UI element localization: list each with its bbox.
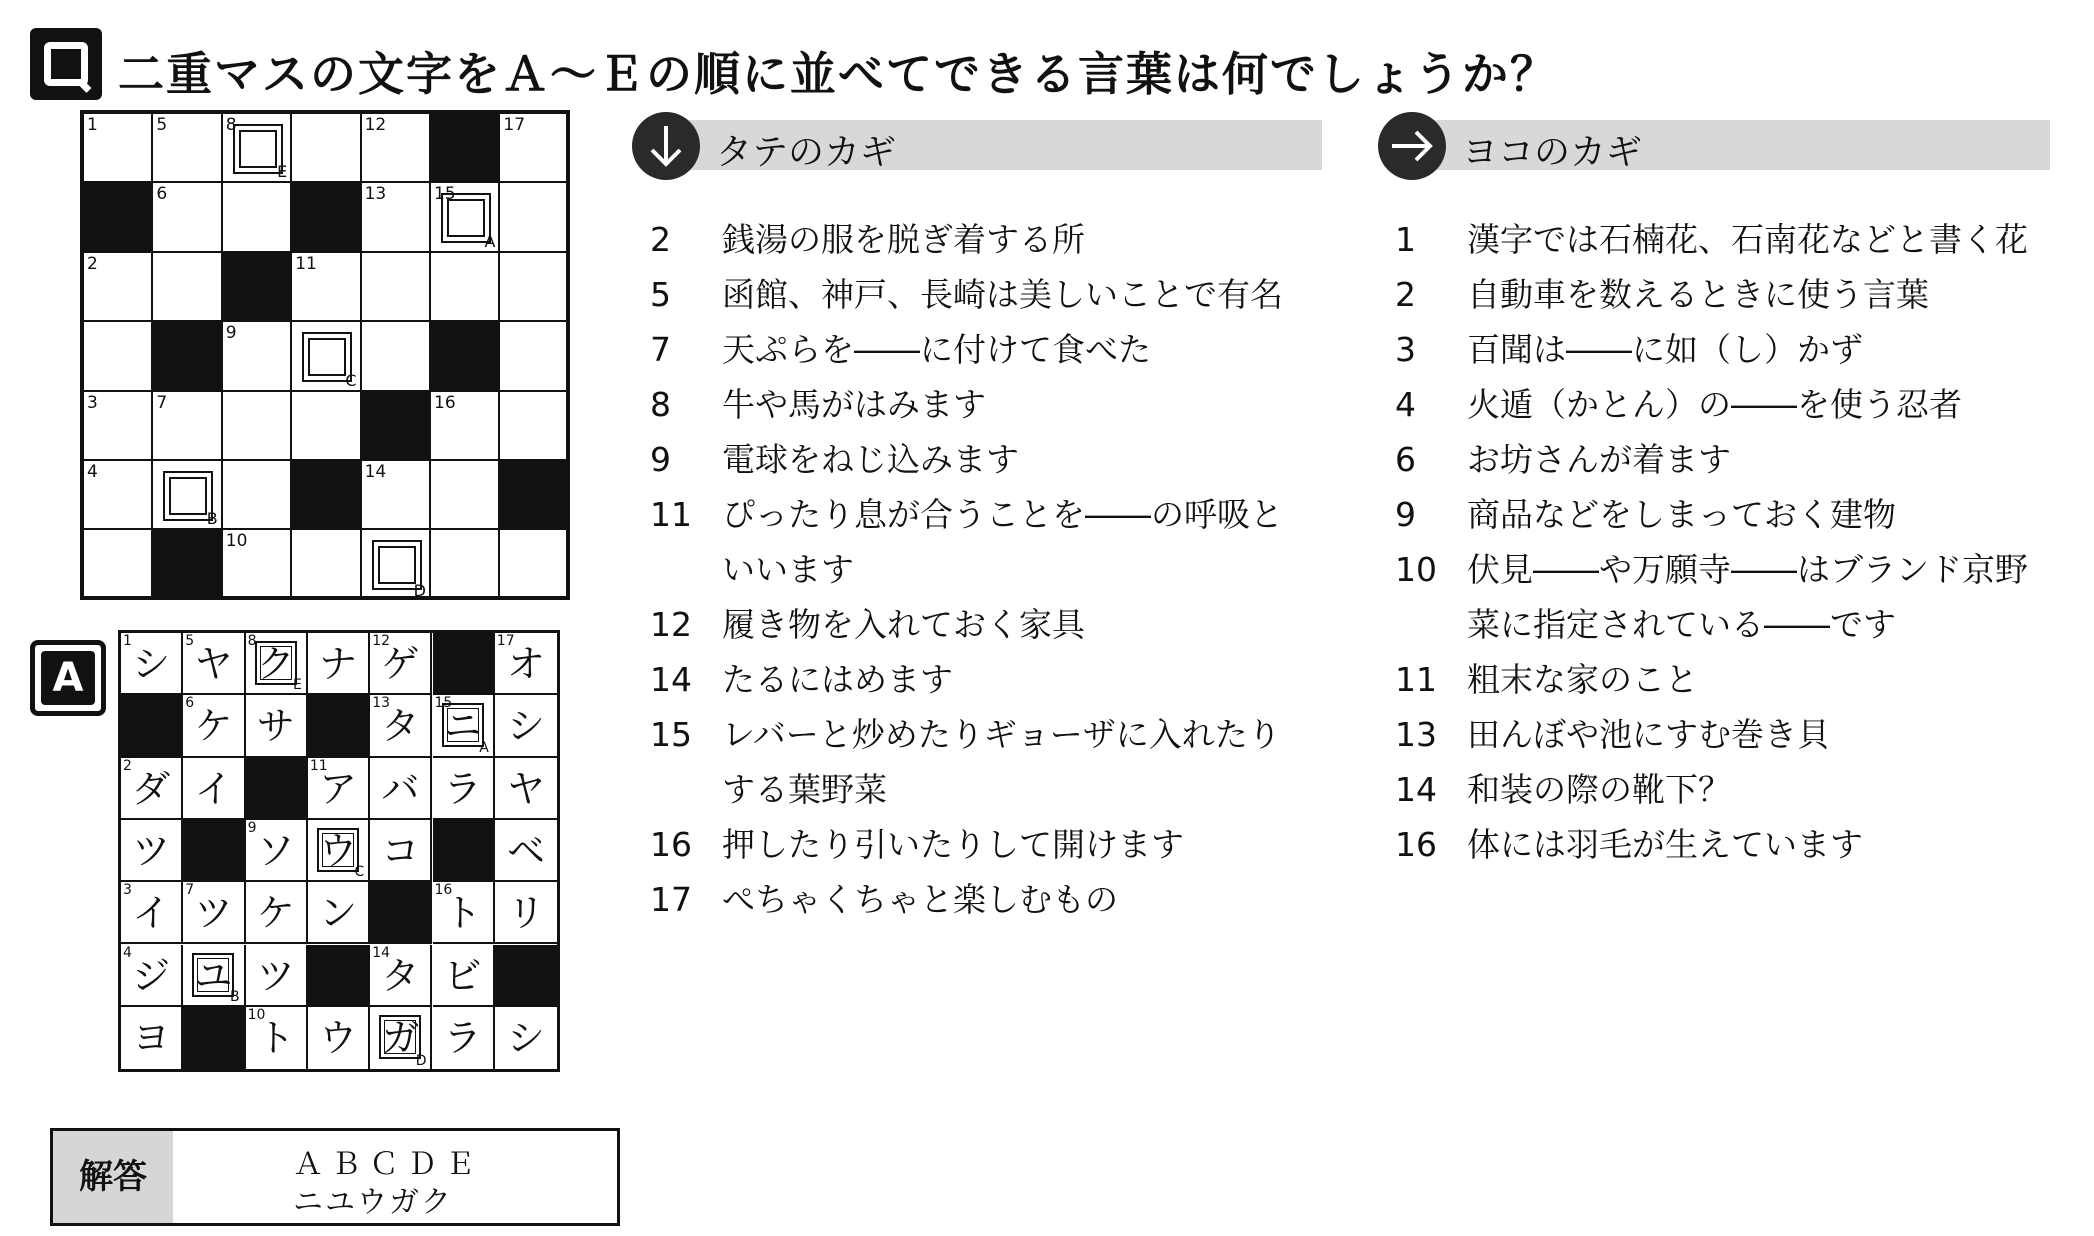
answer-kana: ツ — [194, 891, 233, 936]
grid-cell[interactable] — [362, 114, 431, 183]
answer-kana: ガ — [381, 1015, 420, 1060]
clue-item-text: 体には羽毛が生えています — [1467, 825, 1863, 864]
grid-cell[interactable] — [292, 322, 361, 391]
grid-cell[interactable] — [84, 530, 153, 599]
clue-number: 13 — [372, 695, 391, 712]
answer-kana: シ — [506, 704, 545, 749]
answer-kana: ニ — [443, 704, 482, 749]
grid-cell[interactable] — [500, 114, 569, 183]
clue-item-number: 12 — [650, 605, 692, 644]
answer-kana: イ — [194, 766, 233, 811]
grid-cell[interactable] — [431, 392, 500, 461]
grid-cell[interactable] — [431, 461, 500, 530]
clue-item — [650, 707, 1310, 817]
clue-item-number: 7 — [650, 330, 671, 369]
answer-kana: バ — [381, 766, 420, 811]
answer-badge — [30, 640, 106, 716]
grid-cell[interactable] — [223, 183, 292, 252]
clue-item-text: 漢字では石楠花、石南花などと書く花 — [1467, 220, 2028, 259]
grid-black-cell — [431, 114, 500, 183]
clue-number: 16 — [434, 882, 453, 899]
answer-cell — [308, 758, 370, 820]
double-box-letter: B — [229, 988, 240, 1005]
grid-cell[interactable] — [362, 530, 431, 599]
answer-kana: ゲ — [381, 642, 420, 686]
clue-item-number: 2 — [1395, 275, 1416, 314]
grid-cell[interactable] — [84, 461, 153, 530]
clue-item — [1395, 817, 2055, 872]
answer-black-cell — [121, 695, 183, 757]
answer-kana: イ — [132, 891, 171, 936]
answer-black-cell — [183, 1007, 245, 1069]
clue-item — [1395, 212, 2055, 267]
clue-number: 1 — [123, 633, 132, 649]
clue-item-text: ぺちゃくちゃと楽しむもの — [722, 880, 1118, 919]
answer-cell — [370, 820, 432, 882]
clue-item — [1395, 762, 2055, 817]
clue-number: 15 — [434, 695, 453, 712]
tate-header — [632, 112, 1322, 173]
clue-item — [650, 872, 1310, 927]
clue-item — [1395, 267, 2055, 322]
answer-cell — [246, 1007, 308, 1069]
answer-cell — [495, 882, 557, 944]
answer-kana: ビ — [443, 953, 482, 998]
clue-number: 3 — [123, 882, 132, 899]
grid-cell[interactable] — [153, 392, 222, 461]
grid-cell[interactable] — [223, 530, 292, 599]
clue-number: 10 — [225, 531, 248, 552]
grid-black-cell — [292, 183, 361, 252]
answer-kana: ン — [319, 891, 358, 936]
double-box-letter: A — [484, 231, 496, 251]
clue-item-number: 8 — [650, 385, 671, 424]
question-badge-glyph — [44, 42, 88, 86]
clue-item-text: 函館、神戸、長崎は美しいことで有名 — [722, 275, 1283, 314]
answer-cell — [121, 633, 183, 695]
clue-number: 8 — [225, 115, 237, 135]
double-box-letter: D — [413, 580, 426, 600]
answer-kana: ケ — [194, 704, 233, 749]
grid-cell[interactable] — [431, 183, 500, 252]
grid-cell[interactable] — [84, 322, 153, 391]
clue-number: 12 — [364, 115, 387, 135]
answer-cell — [370, 1007, 432, 1069]
clue-number: 9 — [247, 819, 257, 836]
tate-title: タテのカギ — [716, 132, 897, 173]
clue-item — [1395, 377, 2055, 432]
grid-cell[interactable] — [223, 114, 292, 183]
clue-item-number: 14 — [650, 660, 692, 699]
clue-item-number: 6 — [1395, 440, 1416, 479]
answer-cell — [183, 758, 245, 820]
answer-kana: ヤ — [506, 766, 545, 811]
clue-number: 15 — [434, 184, 456, 205]
clue-item-number: 16 — [1395, 825, 1437, 864]
answer-cell — [495, 820, 557, 882]
tate-clue-list — [650, 212, 1310, 927]
answer-grid — [118, 630, 560, 1072]
grid-cell[interactable] — [153, 183, 222, 252]
clue-item-text: 牛や馬がはみます — [722, 385, 986, 424]
answer-cell — [183, 882, 245, 944]
clue-item-text: 天ぷらを――に付けて食べた — [722, 330, 1151, 369]
grid-cell[interactable] — [84, 392, 153, 461]
clue-item — [1395, 707, 2055, 762]
double-box-letter: C — [354, 864, 365, 881]
grid-cell[interactable] — [153, 114, 222, 183]
double-box-letter: B — [206, 509, 218, 529]
grid-cell[interactable] — [431, 253, 500, 322]
answer-kana: ヨ — [132, 1015, 171, 1060]
clue-item-number: 2 — [650, 220, 671, 259]
grid-cell[interactable] — [362, 183, 431, 252]
clue-item — [650, 212, 1310, 267]
answer-cell — [433, 882, 495, 944]
grid-cell[interactable] — [223, 461, 292, 530]
clue-number: 11 — [309, 757, 328, 774]
answer-cell — [308, 1007, 370, 1069]
answer-cell — [433, 695, 495, 757]
grid-cell[interactable] — [362, 322, 431, 391]
grid-black-cell — [362, 392, 431, 461]
clue-item-text: 和装の際の靴下？ — [1467, 770, 1731, 809]
answer-black-cell — [246, 758, 308, 820]
grid-cell[interactable] — [84, 114, 153, 183]
answer-cell — [433, 758, 495, 820]
answer-black-cell — [370, 882, 432, 944]
double-box — [233, 124, 283, 174]
answer-kana: ト — [256, 1015, 295, 1060]
answer-cell — [246, 945, 308, 1007]
answer-kana: ト — [443, 891, 482, 936]
answer-kana: サ — [256, 704, 295, 749]
answer-cell — [495, 758, 557, 820]
answer-cell — [370, 695, 432, 757]
clue-item-number: 16 — [650, 825, 692, 864]
answer-kana: コ — [381, 828, 420, 873]
clue-number: 17 — [496, 633, 515, 649]
answer-black-cell — [433, 820, 495, 882]
grid-black-cell — [223, 253, 292, 322]
answer-badge-letter: A — [52, 655, 84, 701]
answer-cell — [183, 945, 245, 1007]
grid-cell[interactable] — [223, 392, 292, 461]
clue-item — [650, 267, 1310, 322]
grid-cell[interactable] — [500, 183, 569, 252]
clue-item-text: ぴったり息が合うことを――の呼吸といいます — [722, 495, 1283, 589]
yoko-header — [1378, 112, 2050, 173]
answer-cell — [308, 633, 370, 695]
clue-number: 9 — [225, 323, 237, 344]
answer-cell — [121, 820, 183, 882]
clue-item-text: お坊さんが着ます — [1467, 440, 1731, 479]
clue-item — [650, 817, 1310, 872]
answer-kana: ジ — [132, 953, 171, 998]
clue-item-number: 14 — [1395, 770, 1437, 809]
answer-box — [50, 1128, 620, 1226]
clue-number: 5 — [156, 115, 168, 135]
grid-cell[interactable] — [500, 322, 569, 391]
answer-cell — [246, 882, 308, 944]
answer-box-word: ニユウガク — [293, 1185, 453, 1220]
answer-black-cell — [308, 945, 370, 1007]
yoko-clue-list — [1395, 212, 2055, 872]
grid-cell[interactable] — [153, 461, 222, 530]
answer-cell — [433, 1007, 495, 1069]
answer-black-cell — [308, 695, 370, 757]
clue-number: 5 — [185, 633, 195, 649]
answer-kana: ナ — [319, 642, 358, 686]
clue-number: 10 — [247, 1006, 266, 1023]
clue-item-text: レバーと炒めたりギョーザに入れたりする葉野菜 — [722, 715, 1281, 809]
answer-kana: シ — [132, 642, 171, 686]
clue-item-text: 伏見――や万願寺――はブランド京野菜に指定されている――です — [1467, 550, 2028, 644]
grid-cell[interactable] — [292, 530, 361, 599]
answer-black-cell — [495, 945, 557, 1007]
clue-number: 7 — [185, 882, 195, 899]
answer-black-cell — [183, 820, 245, 882]
clue-item-text: 押したり引いたりして開けます — [722, 825, 1184, 864]
answer-cell — [183, 695, 245, 757]
clue-number: 4 — [123, 944, 132, 961]
clue-item-text: 履き物を入れておく家具 — [722, 605, 1085, 644]
clue-number: 14 — [372, 944, 391, 961]
down-arrow-icon — [632, 112, 700, 180]
answer-cell — [308, 820, 370, 882]
clue-item-number: 10 — [1395, 550, 1437, 589]
answer-kana: ア — [319, 766, 358, 811]
clue-item-number: 3 — [1395, 330, 1416, 369]
question-title: 二重マスの文字をＡ～Ｅの順に並べてできる言葉は何でしょうか？ — [118, 47, 1558, 101]
double-box-letter: E — [277, 162, 288, 182]
yoko-title: ヨコのカギ — [1462, 132, 1643, 173]
clue-number: 6 — [185, 695, 195, 712]
answer-kana: ウ — [319, 1015, 358, 1060]
double-box-letter: E — [293, 677, 302, 694]
answer-kana: ユ — [194, 953, 233, 998]
grid-cell[interactable] — [223, 322, 292, 391]
answer-box-letters: ＡＢＣＤＥ — [293, 1147, 483, 1182]
clue-item — [650, 432, 1310, 487]
answer-kana: ダ — [132, 766, 171, 811]
grid-cell[interactable] — [292, 114, 361, 183]
grid-black-cell — [84, 183, 153, 252]
clue-item-number: 9 — [650, 440, 671, 479]
grid-cell[interactable] — [292, 253, 361, 322]
answer-kana: ケ — [256, 891, 295, 936]
answer-kana: ラ — [443, 766, 482, 811]
grid-cell[interactable] — [84, 253, 153, 322]
grid-black-cell — [500, 461, 569, 530]
grid-cell[interactable] — [153, 253, 222, 322]
clue-item — [650, 652, 1310, 707]
clue-item-number: 9 — [1395, 495, 1416, 534]
answer-cell — [308, 882, 370, 944]
clue-item-text: 粗末な家のこと — [1467, 660, 1698, 699]
clue-number: 13 — [364, 184, 387, 205]
answer-cell — [495, 633, 557, 695]
clue-number: 2 — [87, 253, 98, 274]
clue-item — [1395, 322, 2055, 377]
answer-kana: ラ — [443, 1015, 482, 1060]
clue-item — [650, 377, 1310, 432]
clue-item-number: 4 — [1395, 385, 1416, 424]
clue-item-text: 自動車を数えるときに使う言葉 — [1467, 275, 1929, 314]
clue-item — [650, 597, 1310, 652]
clue-number: 17 — [503, 115, 526, 135]
grid-cell[interactable] — [500, 253, 569, 322]
clue-item-number: 5 — [650, 275, 671, 314]
clue-item-number: 1 — [1395, 220, 1416, 259]
answer-box-label: 解答 — [53, 1131, 173, 1223]
question-badge — [30, 28, 102, 100]
answer-kana: シ — [506, 1015, 545, 1060]
answer-cell — [370, 758, 432, 820]
grid-cell[interactable] — [431, 530, 500, 599]
grid-cell[interactable] — [500, 530, 569, 599]
answer-kana: タ — [381, 704, 420, 749]
answer-cell — [246, 820, 308, 882]
clue-number: 12 — [372, 633, 391, 649]
grid-cell[interactable] — [362, 461, 431, 530]
answer-kana: タ — [381, 953, 420, 998]
clue-item-number: 13 — [1395, 715, 1437, 754]
clue-item — [650, 487, 1310, 597]
clue-item-text: 百聞は――に如（し）かず — [1467, 330, 1863, 369]
answer-kana: ツ — [256, 953, 295, 998]
answer-kana: ク — [256, 642, 295, 686]
answer-cell — [495, 1007, 557, 1069]
answer-black-cell — [433, 633, 495, 695]
clue-number: 14 — [364, 462, 387, 482]
answer-cell — [246, 633, 308, 695]
grid-cell[interactable] — [292, 392, 361, 461]
clue-item-text: 銭湯の服を脱ぎ着する所 — [722, 220, 1085, 259]
crossword-grid — [80, 110, 570, 600]
grid-cell[interactable] — [362, 253, 431, 322]
answer-cell — [121, 758, 183, 820]
answer-cell — [121, 1007, 183, 1069]
answer-cell — [370, 633, 432, 695]
answer-kana: ヤ — [194, 642, 233, 686]
answer-kana: ベ — [506, 828, 545, 873]
answer-cell — [433, 945, 495, 1007]
answer-kana: ソ — [256, 828, 295, 873]
answer-kana: オ — [506, 642, 545, 686]
clue-item-number: 11 — [1395, 660, 1437, 699]
clue-item-text: 電球をねじ込みます — [722, 440, 1019, 479]
answer-cell — [246, 695, 308, 757]
answer-cell — [121, 882, 183, 944]
clue-item — [1395, 652, 2055, 707]
double-box-letter: D — [415, 1053, 427, 1070]
double-box-letter: A — [479, 739, 489, 756]
clue-item — [1395, 487, 2055, 542]
clue-number: 6 — [156, 184, 168, 205]
clue-number: 3 — [87, 392, 98, 413]
grid-black-cell — [431, 322, 500, 391]
clue-number: 8 — [247, 633, 257, 649]
answer-kana: ツ — [132, 828, 171, 873]
grid-black-cell — [292, 461, 361, 530]
grid-black-cell — [153, 322, 222, 391]
grid-cell[interactable] — [500, 392, 569, 461]
answer-cell — [495, 695, 557, 757]
clue-item-text: 田んぼや池にすむ巻き貝 — [1467, 715, 1830, 754]
grid-black-cell — [153, 530, 222, 599]
answer-kana: ウ — [319, 828, 358, 873]
clue-number: 1 — [87, 115, 98, 135]
right-arrow-icon — [1378, 112, 1446, 180]
clue-item — [1395, 432, 2055, 487]
clue-number: 2 — [123, 757, 132, 774]
double-box-letter: C — [345, 370, 357, 390]
clue-item-text: 商品などをしまっておく建物 — [1467, 495, 1896, 534]
clue-item-number: 17 — [650, 880, 692, 919]
clue-number: 7 — [156, 392, 168, 413]
clue-item-number: 11 — [650, 495, 692, 534]
clue-item-text: たるにはめます — [722, 660, 953, 699]
answer-cell — [121, 945, 183, 1007]
clue-item-number: 15 — [650, 715, 692, 754]
clue-item-text: 火遁（かとん）の――を使う忍者 — [1467, 385, 1962, 424]
clue-item — [1395, 542, 2055, 652]
clue-item — [650, 322, 1310, 377]
clue-number: 16 — [434, 392, 456, 413]
clue-number: 11 — [295, 253, 317, 274]
answer-kana: リ — [506, 891, 545, 936]
clue-number: 4 — [87, 462, 98, 482]
answer-badge-fill — [41, 651, 95, 705]
answer-cell — [183, 633, 245, 695]
answer-cell — [370, 945, 432, 1007]
